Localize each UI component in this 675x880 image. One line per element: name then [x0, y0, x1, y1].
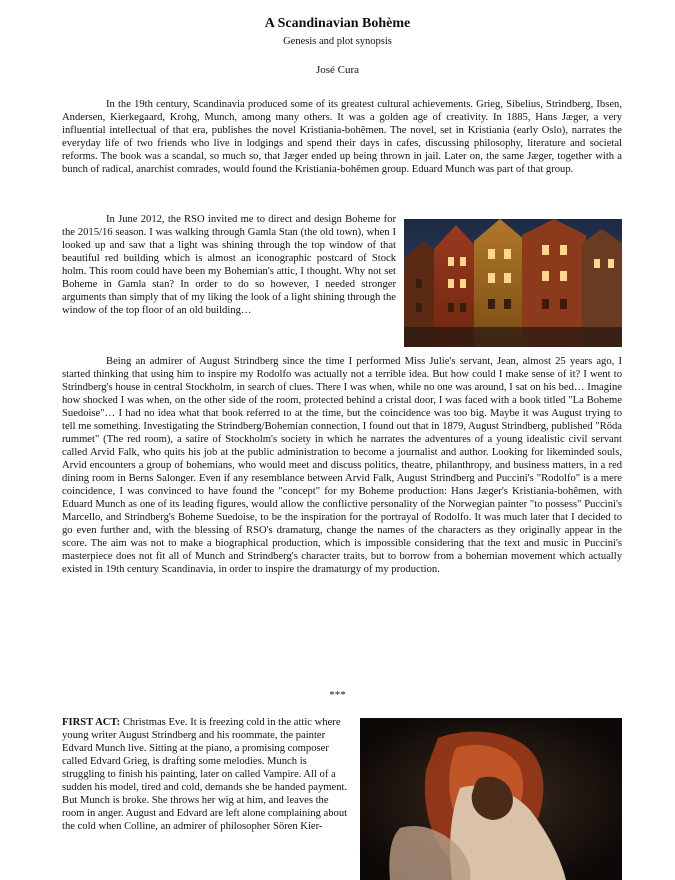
section-separator: *** [329, 689, 346, 701]
stockholm-photo-graphic [404, 219, 622, 347]
document-author: José Cura [315, 64, 360, 76]
rso-paragraph [62, 213, 396, 317]
strindberg-paragraph [62, 355, 622, 576]
first-act-paragraph [62, 716, 348, 833]
strindberg-paragraph-text: Being an admirer of August Strindberg since the time I performed Miss Julie's servant, Jean, almost 25 years ago, I started thinking that using him to inspire my Rodolfo was actually not a terrible idea. But how could I make sense of it? I went to Strindberg's house in central Stockholm, in search of clues. There I was when, while no one was around, I sat on his bed… Imagine how shocked I was when, on the other side of the room, protected behind a cristal door, I was faced with a book titled "La Boheme Suedoise"… I had no idea what that book referred to at the time, but the coincidence was too big. Maybe it was August trying to tell me something. Investigating the Strindberg/Bohemian connection, I found out that in 1879, August Strindberg, published "Röda rummet" (The red room), a satire of Stockholm's society in which he narrates the adventures of a young idealistic civil servant called Arvid Falk, who quits his job at the public administration to become a journalist and author. Looking for likeminded souls, Arvid encounters a group of bohemians, who would meet and discuss politics, theatre, philanthropy, and business matters, in a red dining room in Berns Salonger. Even if any resemblance between Arvid Falk, August Strindberg and Puccini's "Rodolfo" is a mere coincidence, I was convinced to have found the "concept" for my Boheme production: Hans Jæger's Kristiania-bohêmen, with Eduard Munch as one of its leading figures, would allow the conflictive personality of the Norwegian painter "to possess" Puccini's Marcello, and Strindberg's Boheme Suedoise, to be the inspiration for the portrayal of Rodolfo. It was much later that I decided to go even further and, with the blessing of RSO's dramaturg, change the names of the characters as they originally appear in the score. The aim was not to make a biographical production, which is impossible considering that the text and music in Puccini's masterpiece does not fit all of Munch and Strindberg's character traits, but to borrow from a bohemian movement which actually existed in 19th century Scandinavia, in order to inspire the dramaturgy of my production. [62, 356, 622, 575]
vampire-painting-graphic [360, 718, 622, 880]
first-act-text: Christmas Eve. It is freezing cold in the attic where young writer August Strindberg and his roommate, the painter Edvard Munch live. Sitting at the piano, a promising composer called Edvard Grieg, is drafting some melodies. Munch is struggling to finish his painting, later on called Vampire. All of a sudden his model, tired and cold, demands she be handed payment. But Munch is broke. She throws her wig at him, and leaves the room in anger. August and Edvard are left alone complaining about the cold when Colline, an admirer of philosopher Sören Kier- [62, 717, 348, 832]
first-act-label: FIRST ACT: [62, 717, 121, 728]
intro-paragraph [62, 98, 622, 176]
rso-paragraph-text: In June 2012, the RSO invited me to direct and design Boheme for the 2015/16 season. I was walking through Gamla Stan (the old town), when I looked up and saw that a light was shining through the top window of that beautiful red building which is almost an iconographic postcard of Stock holm. This room could have been my Bohemian's attic, I thought. Why not set Boheme in Gamla stan? In order to do so however, I needed stronger arguments than simply that of my liking the look of a light shining through the window of the top floor of an old building… [62, 214, 396, 316]
stockholm-photo [404, 219, 622, 347]
vampire-painting [360, 718, 622, 880]
intro-paragraph-text: In the 19th century, Scandinavia produced some of its greatest cultural achievements. Grieg, Sibelius, Strindberg, Ibsen, Andersen, Kierkegaard, Krohg, Munch, among many others. It was a golden age of creativity. In 1885, Hans Jæger, a very influential intellectual of that era, publishes the novel Kristiania-bohêmen. The novel, set in Kristiania (early Oslo), narrates the everyday life of two friends who live in lodgings and spend their days in cafes, discussing philosophy, literature and societal reforms. The book was a scandal, so much so, that Jæger ended up being thrown in jail. Later on, the same Jæger, together with a bunch of radical, anarchist comrades, would found the Kristiania-bohêmen group. Eduard Munch was part of that group. [62, 99, 622, 175]
document-subtitle: Genesis and plot synopsis [283, 36, 392, 47]
document-title: A Scandinavian Bohème [264, 16, 411, 31]
